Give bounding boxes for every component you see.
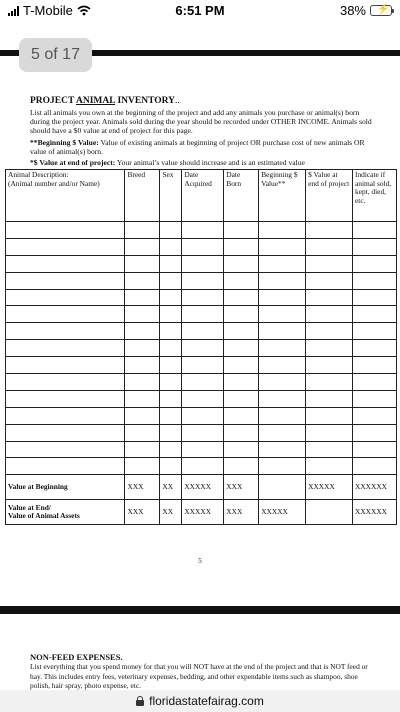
page-indicator: 5 of 17 xyxy=(19,38,92,72)
table-cell xyxy=(182,222,224,239)
table-cell xyxy=(259,357,306,374)
battery-group xyxy=(340,3,392,18)
table-cell xyxy=(353,222,397,239)
table-cell xyxy=(259,458,306,475)
table-cell xyxy=(259,323,306,340)
table-cell xyxy=(6,289,125,306)
table-cell xyxy=(6,272,125,289)
table-cell xyxy=(353,255,397,272)
table-row xyxy=(6,289,397,306)
table-cell xyxy=(160,390,182,407)
table-cell xyxy=(182,441,224,458)
animal-inventory-table xyxy=(5,169,397,525)
table-row xyxy=(6,238,397,255)
table-cell xyxy=(160,374,182,391)
table-cell xyxy=(259,222,306,239)
table-cell xyxy=(259,407,306,424)
table-cell xyxy=(224,323,259,340)
table-cell xyxy=(6,458,125,475)
next-section-text: List everything that you spend money for that you will NOT have at the end of the project and that is NOT feed or hay. This includes entry fees, veterinary expenses, bedding, and other expendable items such as shampoo, shoe polish, hair spray, photo expense, etc. xyxy=(30,662,368,690)
summary-row xyxy=(6,475,397,500)
table-cell xyxy=(160,407,182,424)
table-cell xyxy=(160,255,182,272)
page-separator xyxy=(0,606,400,614)
summary-row xyxy=(6,500,397,525)
summary-cell: XXX xyxy=(125,500,160,525)
table-cell xyxy=(160,357,182,374)
table-cell xyxy=(353,357,397,374)
table-cell xyxy=(306,407,353,424)
battery-charging-icon xyxy=(370,5,392,16)
summary-cell: XXXXXX xyxy=(353,500,397,525)
status-bar xyxy=(0,0,400,22)
table-cell xyxy=(125,424,160,441)
table-cell xyxy=(353,441,397,458)
table-cell xyxy=(182,255,224,272)
summary-cell: XXXXX xyxy=(182,500,224,525)
table-cell xyxy=(306,289,353,306)
table-cell xyxy=(182,323,224,340)
table-cell xyxy=(160,458,182,475)
header-breed: Breed xyxy=(125,170,160,222)
summary-cell: XXXXX xyxy=(259,500,306,525)
table-cell xyxy=(182,340,224,357)
table-row xyxy=(6,255,397,272)
summary-cell: XX xyxy=(160,475,182,500)
summary-cell: XXX xyxy=(224,500,259,525)
table-cell xyxy=(6,374,125,391)
table-cell xyxy=(259,255,306,272)
table-cell xyxy=(160,272,182,289)
table-cell xyxy=(182,424,224,441)
table-cell xyxy=(6,306,125,323)
table-cell xyxy=(306,374,353,391)
summary-label: Value at End/ Value of Animal Assets xyxy=(6,500,125,525)
clock: 6:51 PM xyxy=(175,3,225,18)
summary-label: Value at Beginning xyxy=(6,475,125,500)
table-row xyxy=(6,340,397,357)
table-row xyxy=(6,441,397,458)
table-cell xyxy=(353,306,397,323)
table-cell xyxy=(259,390,306,407)
table-header-row xyxy=(6,170,397,222)
table-cell xyxy=(306,238,353,255)
table-cell xyxy=(6,407,125,424)
table-cell xyxy=(125,238,160,255)
table-cell xyxy=(182,289,224,306)
table-cell xyxy=(6,238,125,255)
table-cell xyxy=(353,323,397,340)
table-cell xyxy=(125,340,160,357)
summary-cell xyxy=(259,475,306,500)
table-cell xyxy=(306,424,353,441)
table-row xyxy=(6,306,397,323)
table-cell xyxy=(353,289,397,306)
charging-bolt-icon: ⚡ xyxy=(377,4,390,15)
table-cell xyxy=(182,357,224,374)
summary-cell: XXX xyxy=(125,475,160,500)
header-beginning-value: Beginning $ Value** xyxy=(259,170,306,222)
table-cell xyxy=(6,424,125,441)
table-row xyxy=(6,424,397,441)
table-cell xyxy=(182,374,224,391)
page-number: 5 xyxy=(198,557,202,565)
table-cell xyxy=(182,306,224,323)
table-cell xyxy=(353,272,397,289)
table-cell xyxy=(224,340,259,357)
table-cell xyxy=(306,340,353,357)
header-end-value: $ Value at end of project xyxy=(306,170,353,222)
table-cell xyxy=(224,289,259,306)
table-cell xyxy=(306,323,353,340)
table-cell xyxy=(160,424,182,441)
table-row xyxy=(6,458,397,475)
table-cell xyxy=(224,357,259,374)
header-date-born: Date Born xyxy=(224,170,259,222)
table-cell xyxy=(259,289,306,306)
table-row xyxy=(6,407,397,424)
table-cell xyxy=(259,340,306,357)
header-sex: Sex xyxy=(160,170,182,222)
summary-cell: XXXXX xyxy=(182,475,224,500)
table-cell xyxy=(125,407,160,424)
table-cell xyxy=(224,306,259,323)
table-row xyxy=(6,390,397,407)
table-cell xyxy=(306,306,353,323)
table-cell xyxy=(306,255,353,272)
header-disposition: Indicate if animal sold, kept, died, etc. xyxy=(353,170,397,222)
table-cell xyxy=(125,441,160,458)
table-cell xyxy=(306,222,353,239)
table-cell xyxy=(182,407,224,424)
table-cell xyxy=(125,357,160,374)
table-cell xyxy=(306,441,353,458)
table-cell xyxy=(125,390,160,407)
table-cell xyxy=(6,222,125,239)
battery-percent: 38% xyxy=(339,3,366,18)
summary-cell: XXXXX xyxy=(306,475,353,500)
table-cell xyxy=(160,289,182,306)
table-cell xyxy=(353,390,397,407)
lock-icon xyxy=(136,696,144,706)
table-row xyxy=(6,272,397,289)
table-cell xyxy=(6,323,125,340)
summary-cell: XXXXXX xyxy=(353,475,397,500)
table-cell xyxy=(182,390,224,407)
next-section-title: NON-FEED EXPENSES. xyxy=(30,652,123,662)
table-cell xyxy=(224,407,259,424)
table-cell xyxy=(224,458,259,475)
table-cell xyxy=(224,222,259,239)
table-cell xyxy=(306,357,353,374)
table-cell xyxy=(6,255,125,272)
section-title: PROJECT ANIMAL INVENTORY.. xyxy=(30,96,180,106)
table-cell xyxy=(259,374,306,391)
table-cell xyxy=(160,323,182,340)
document-viewer[interactable] xyxy=(0,22,400,690)
summary-cell: XX xyxy=(160,500,182,525)
table-cell xyxy=(353,374,397,391)
table-cell xyxy=(160,222,182,239)
header-animal-description: Animal Description: (Animal number and/or Name) xyxy=(6,170,125,222)
url-bar[interactable] xyxy=(0,690,400,712)
table-cell xyxy=(353,458,397,475)
header-date-acquired: Date Acquired xyxy=(182,170,224,222)
table-cell xyxy=(259,424,306,441)
table-cell xyxy=(353,238,397,255)
table-row xyxy=(6,222,397,239)
table-cell xyxy=(160,306,182,323)
table-cell xyxy=(182,458,224,475)
table-cell xyxy=(259,441,306,458)
table-row xyxy=(6,323,397,340)
table-cell xyxy=(259,238,306,255)
table-cell xyxy=(160,441,182,458)
url-domain[interactable]: floridastatefairag.com xyxy=(149,694,264,708)
table-cell xyxy=(182,238,224,255)
table-cell xyxy=(6,390,125,407)
beginning-value-note: **Beginning $ Value: Value of existing animals at beginning of project OR purchase cost of new animals OR value of animal(s) born. xyxy=(30,138,365,156)
table-cell xyxy=(6,357,125,374)
table-cell xyxy=(182,272,224,289)
table-cell xyxy=(6,441,125,458)
intro-paragraph: List all animals you own at the beginning of the project and add any animals you purchase or animal(s) born during the project year. Animals sold during the year should be recorded under OTHER INCOME. Animals sold should have a $0 value at end of project for this page. xyxy=(30,108,372,135)
table-row xyxy=(6,374,397,391)
table-cell xyxy=(125,458,160,475)
table-row xyxy=(6,357,397,374)
table-cell xyxy=(160,238,182,255)
table-cell xyxy=(125,306,160,323)
summary-cell: XXX xyxy=(224,475,259,500)
table-cell xyxy=(6,340,125,357)
table-cell xyxy=(306,390,353,407)
table-cell xyxy=(353,407,397,424)
table-cell xyxy=(259,306,306,323)
table-cell xyxy=(125,289,160,306)
table-cell xyxy=(306,458,353,475)
table-cell xyxy=(224,424,259,441)
table-cell xyxy=(125,222,160,239)
table-cell xyxy=(224,272,259,289)
carrier-name: T-Mobile xyxy=(23,3,73,18)
table-cell xyxy=(259,272,306,289)
table-cell xyxy=(125,374,160,391)
table-cell xyxy=(160,340,182,357)
table-cell xyxy=(224,255,259,272)
table-cell xyxy=(353,340,397,357)
table-cell xyxy=(306,272,353,289)
table-cell xyxy=(224,390,259,407)
table-cell xyxy=(224,374,259,391)
end-value-note: *$ Value at end of project: Your animal’s value should increase and is an estimated value xyxy=(30,158,305,167)
table-cell xyxy=(125,255,160,272)
table-cell xyxy=(224,238,259,255)
table-cell xyxy=(125,323,160,340)
table-cell xyxy=(353,424,397,441)
table-cell xyxy=(224,441,259,458)
table-cell xyxy=(125,272,160,289)
summary-cell xyxy=(306,500,353,525)
